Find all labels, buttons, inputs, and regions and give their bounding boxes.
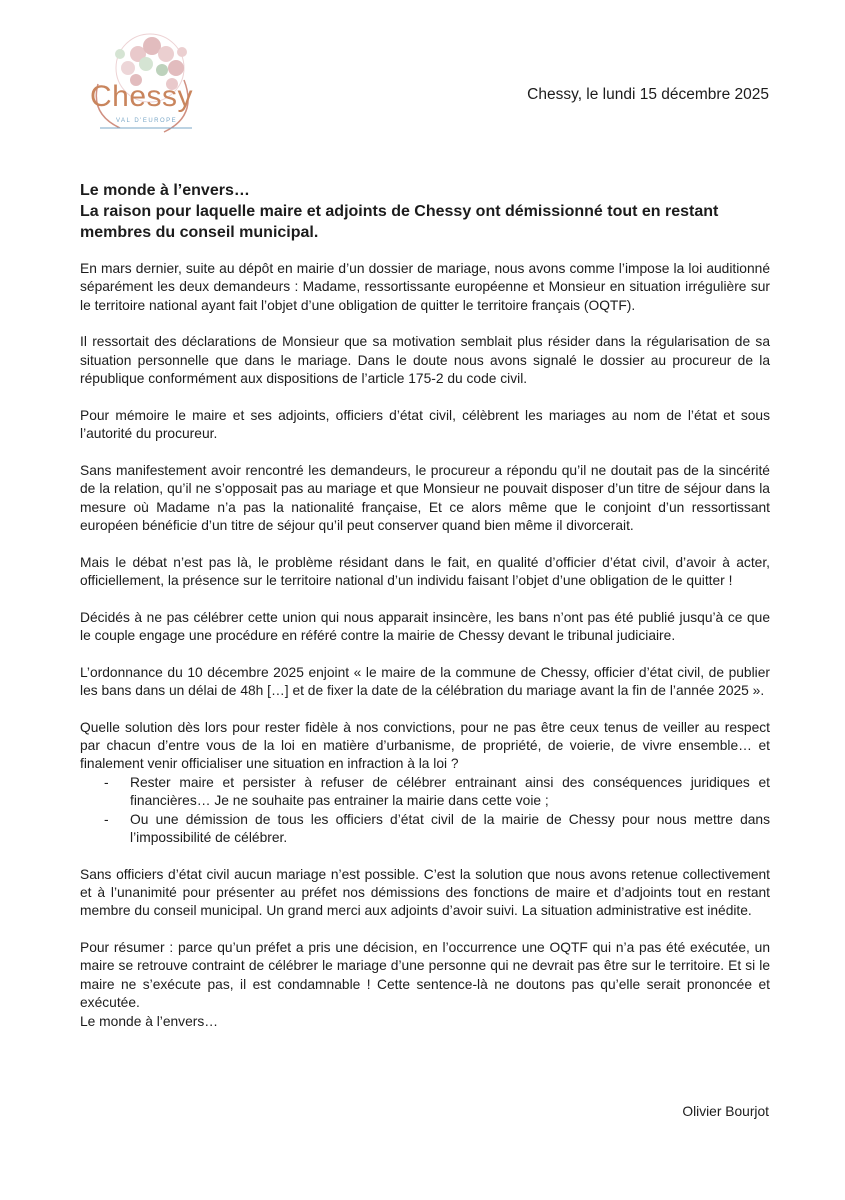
title-line-1: Le monde à l’envers… [80,182,250,199]
paragraph-2: Il ressortait des déclarations de Monsieur que sa motivation semblait plus résider dans la régularisation de sa situation personnelle que dans le mariage. Dans le doute nous avons signalé le dossier au procureur de la république conformément aux dispositions de l’article 175-2 du code civil. [80,334,770,387]
list-bullet: - [104,774,109,790]
closing-line: Le monde à l’envers… [80,1013,219,1029]
paragraph-3: Pour mémoire le maire et ses adjoints, officiers d’état civil, célèbrent les mariages au nom de l’état et sous l’autorité du procureur. [80,407,770,442]
document-date: Chessy, le lundi 15 décembre 2025 [527,86,769,103]
chessy-logo [80,24,208,142]
list-item-text: Rester maire et persister à refuser de célébrer entrainant ainsi des conséquences juridiques et financières… Je ne souhaite pas entrainer la mairie dans cette voie ; [130,774,770,809]
paragraph-4: Sans manifestement avoir rencontré les demandeurs, le procureur a répondu qu’il ne doutait pas de la sincérité de la relation, qu’il ne s’opposait pas au mariage et que Monsieur ne pouvait disposer d’un titre de séjour dans la mesure où Madame n’a pas la nationalité française, Et ce alors même que le conjoint d’un ressortissant européen bénéficie d’un titre de séjour qu’il peut conserver quand bien même il divorcerait. [80,462,770,534]
list-item [80,774,770,811]
paragraph-6: Décidés à ne pas célébrer cette union qui nous apparait insincère, les bans n’ont pas été publié jusqu’à ce que le couple engage une procédure en référé contre la mairie de Chessy devant le tribunal judiciaire. [80,609,770,644]
document-title [80,180,770,243]
paragraph-7: L’ordonnance du 10 décembre 2025 enjoint « le maire de la commune de Chessy, officier d’état civil, de publier les bans dans un délai de 48h […] et de fixer la date de la célébration du mariage avant la fin de l’année 2025 ». [80,664,770,699]
paragraph-9: Sans officiers d’état civil aucun mariage n’est possible. C’est la solution que nous avons retenue collectivement et à l’unanimité pour présenter au préfet nos démissions des fonctions de maire et d’adjoints tout en restant membre du conseil municipal. Un grand merci aux adjoints d’avoir suivi. La situation administrative est inédite. [80,866,770,919]
list-bullet: - [104,811,109,827]
logo-subtitle: VAL D'EUROPE [116,118,178,124]
title-line-2: La raison pour laquelle maire et adjoints de Chessy ont démissionné tout en restant membres du conseil municipal. [80,203,719,241]
paragraph-10: Pour résumer : parce qu’un préfet a pris une décision, en l’occurrence une OQTF qui n’a pas été exécutée, un maire se retrouve contraint de célébrer le mariage d’une personne qui ne devrait pas être sur le territoire. Et si le maire ne s’exécute pas, il est condamnable ! Cette sentence-là ne doutons pas qu’elle serait prononcée et exécutée. [80,940,770,1011]
paragraph-5: Mais le débat n’est pas là, le problème résidant dans le fait, en qualité d’officier d’état civil, d’avoir à acter, officiellement, la présence sur le territoire national d’un individu faisant l’objet d’une obligation de le quitter ! [80,554,770,589]
list-item [80,811,770,848]
signature: Olivier Bourjot [682,1104,769,1119]
paragraph-1: En mars dernier, suite au dépôt en mairie d’un dossier de mariage, nous avons comme l’impose la loi auditionné séparément les deux demandeurs : Madame, ressortissante européenne et Monsieur en situation irrégulière sur le territoire national ayant fait l’objet d’une obligation de quitter le territoire français (OQTF). [80,261,770,313]
paragraph-8: Quelle solution dès lors pour rester fidèle à nos convictions, pour ne pas être ceux tenus de veiller au respect par chacun d’entre vous de la loi en matière d’urbanisme, de propriété, de voierie, de vivre ensemble… et finalement venir officialiser une situation en infraction à la loi ? [80,719,770,772]
options-list [80,774,770,848]
logo-wordmark: Chessy [90,80,194,113]
document-body [80,260,770,1031]
list-item-text: Ou une démission de tous les officiers d’état civil de la mairie de Chessy pour nous mettre dans l’impossibilité de célébrer. [130,811,770,846]
